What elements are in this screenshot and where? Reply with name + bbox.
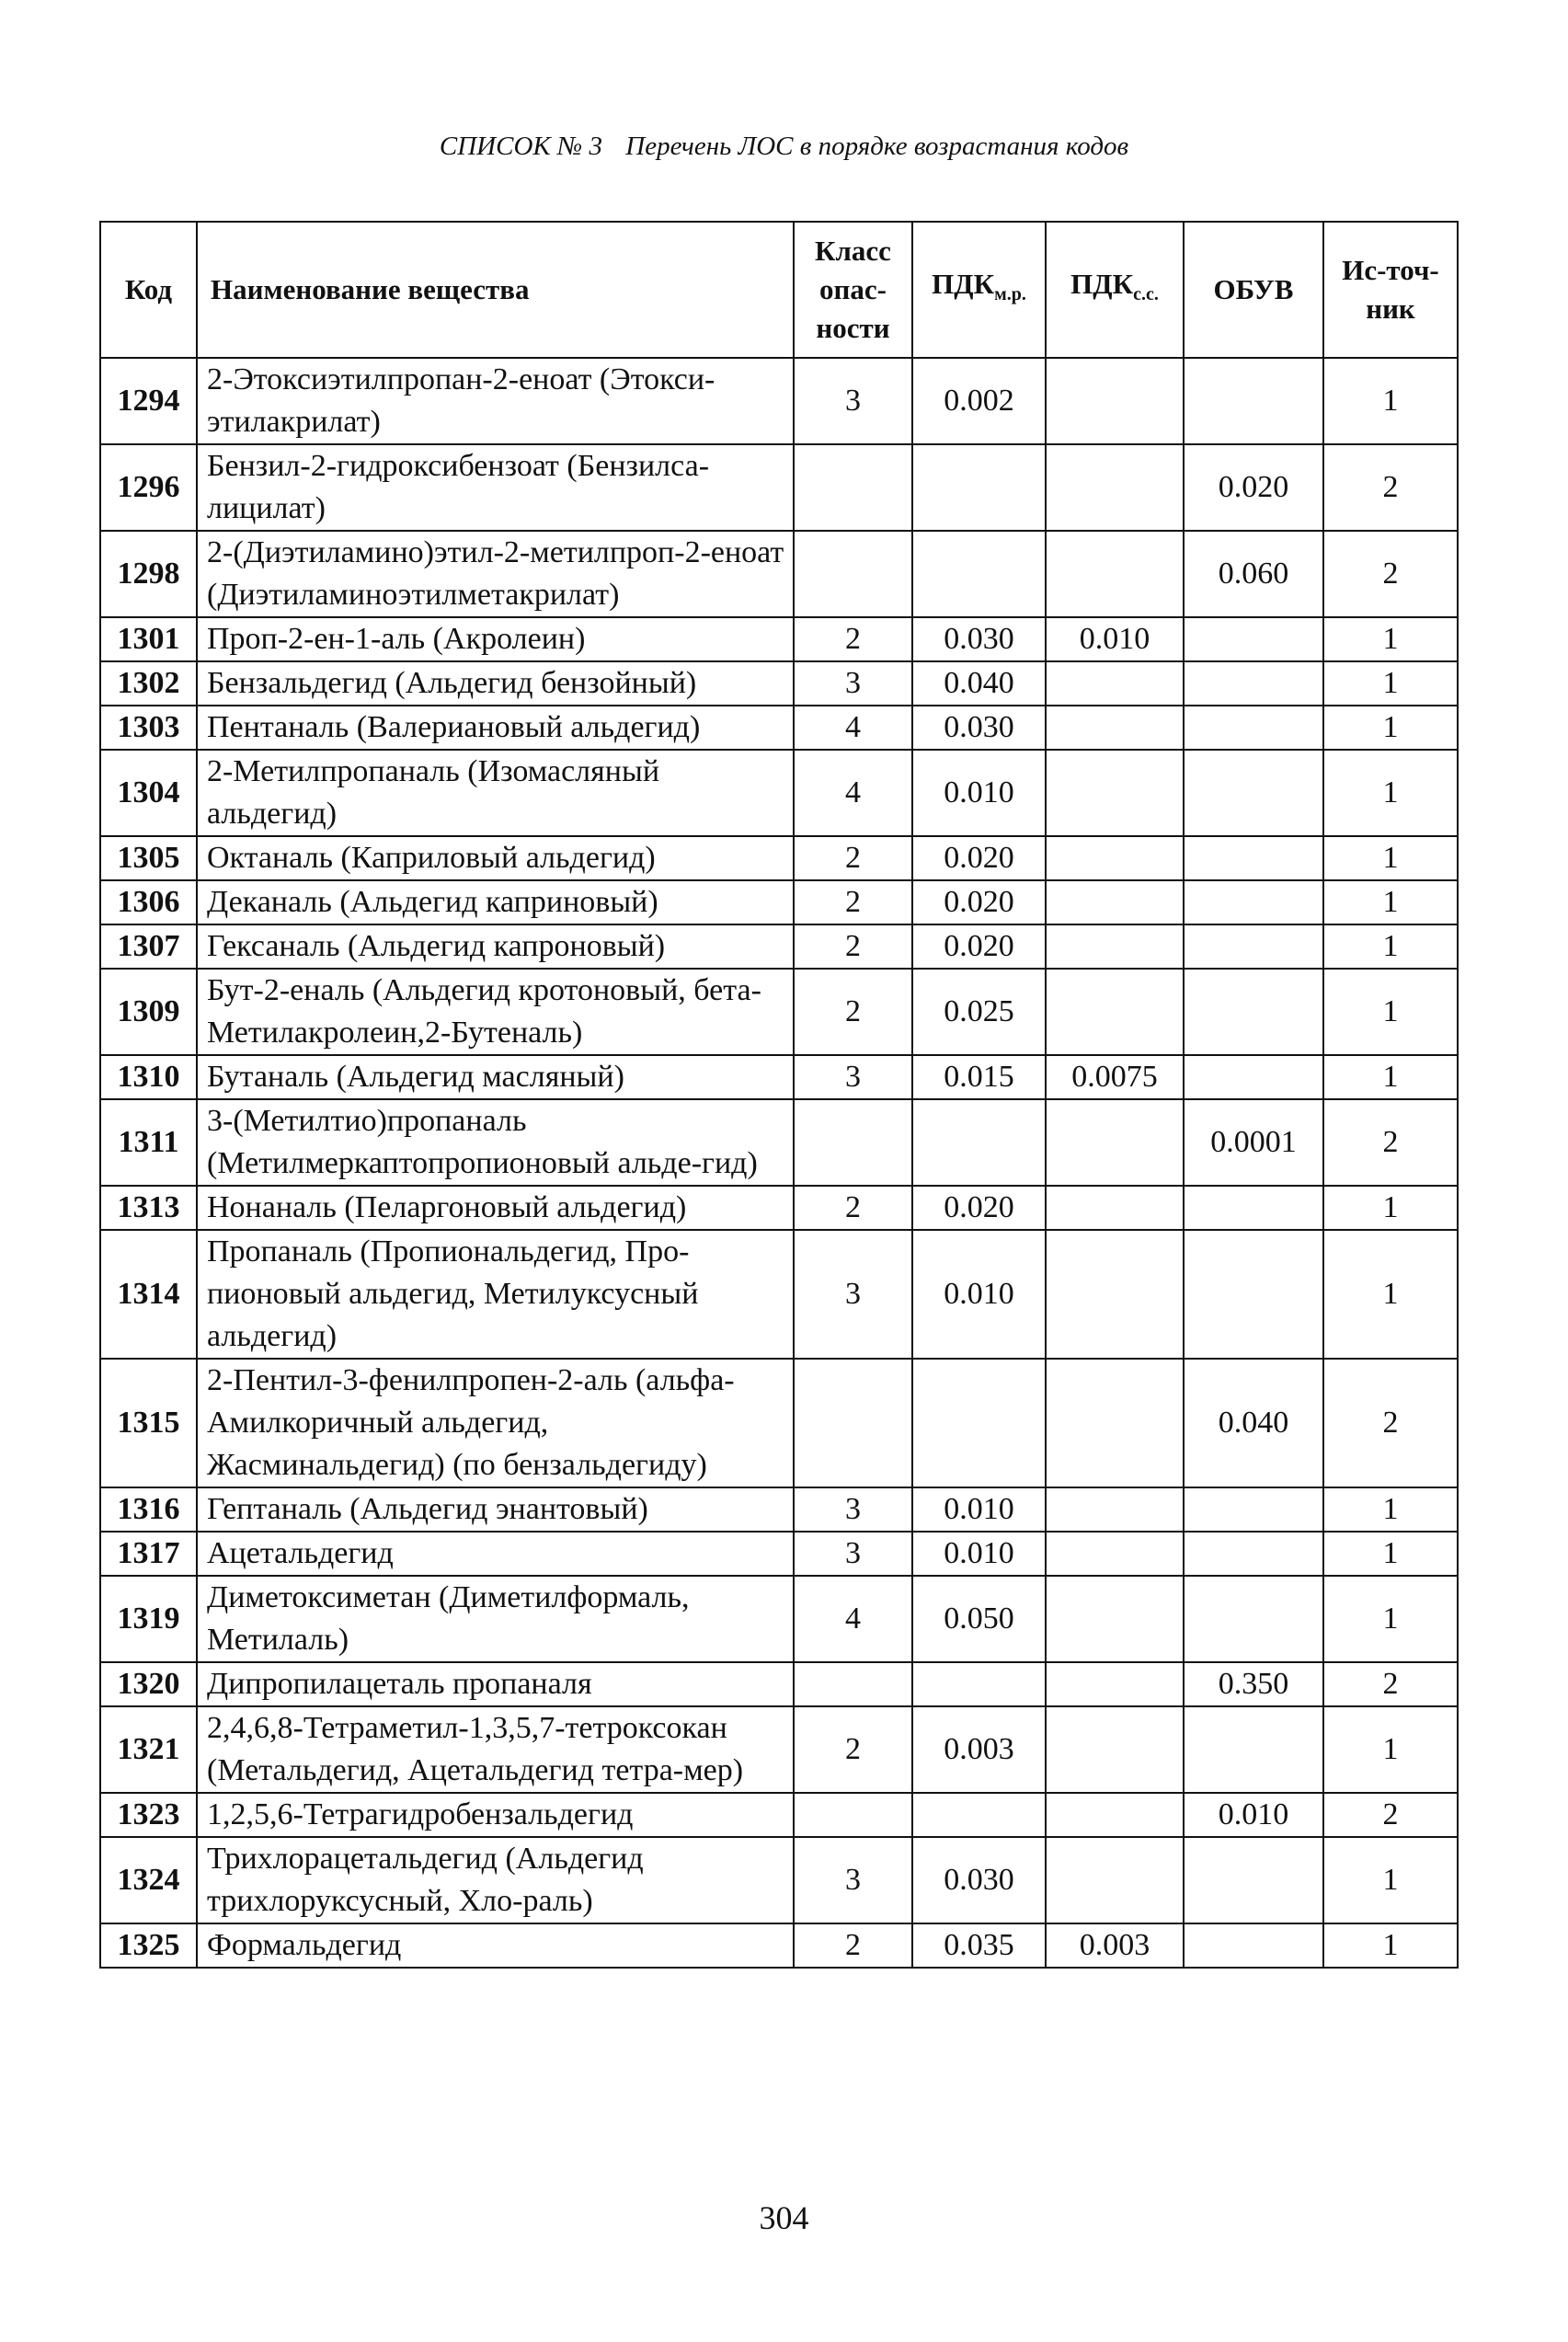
cell-obuv: 0.020 [1184, 444, 1323, 531]
cell-obuv [1184, 617, 1323, 661]
table-row [100, 1186, 1458, 1230]
cell-substance-name: 1,2,5,6-Тетрагидробензальдегид [197, 1793, 794, 1837]
cell-code: 1319 [100, 1576, 197, 1662]
cell-pdk-mr: 0.015 [912, 1055, 1046, 1099]
cell-obuv [1184, 1837, 1323, 1923]
cell-substance-name: 2,4,6,8-Тетраметил-1,3,5,7-тетроксокан (Метальдегид, Ацетальдегид тетра-мер) [197, 1706, 794, 1793]
cell-code: 1324 [100, 1837, 197, 1923]
cell-pdk-mr [912, 531, 1046, 617]
cell-hazard-class: 3 [794, 1837, 912, 1923]
cell-hazard-class: 2 [794, 617, 912, 661]
cell-source: 1 [1323, 1487, 1458, 1532]
cell-obuv [1184, 924, 1323, 969]
cell-pdk-ss [1046, 1359, 1184, 1487]
cell-hazard-class [794, 1359, 912, 1487]
cell-source: 1 [1323, 358, 1458, 444]
cell-code: 1307 [100, 924, 197, 969]
cell-source: 1 [1323, 1532, 1458, 1576]
cell-hazard-class: 2 [794, 880, 912, 924]
table-row [100, 661, 1458, 706]
cell-pdk-ss [1046, 1186, 1184, 1230]
table-row [100, 1099, 1458, 1186]
cell-pdk-ss [1046, 444, 1184, 531]
cell-pdk-ss [1046, 358, 1184, 444]
cell-substance-name: Проп-2-ен-1-аль (Акролеин) [197, 617, 794, 661]
table-row [100, 836, 1458, 880]
cell-pdk-ss [1046, 1793, 1184, 1837]
cell-code: 1309 [100, 969, 197, 1055]
table-row [100, 1359, 1458, 1487]
cell-pdk-ss [1046, 880, 1184, 924]
table-row [100, 1793, 1458, 1837]
cell-code: 1313 [100, 1186, 197, 1230]
table-row [100, 1923, 1458, 1968]
cell-substance-name: Деканаль (Альдегид каприновый) [197, 880, 794, 924]
cell-substance-name: Пропаналь (Пропиональдегид, Про-пионовый альдегид, Метилуксусный альдегид) [197, 1230, 794, 1359]
cell-pdk-mr [912, 444, 1046, 531]
col-pdk-ss-header [1046, 222, 1184, 358]
cell-source: 1 [1323, 1837, 1458, 1923]
cell-obuv [1184, 880, 1323, 924]
cell-substance-name: 2-(Диэтиламино)этил-2-метилпроп-2-еноат (Диэтиламиноэтилметакрилат) [197, 531, 794, 617]
cell-obuv [1184, 750, 1323, 836]
cell-code: 1305 [100, 836, 197, 880]
cell-code: 1314 [100, 1230, 197, 1359]
cell-pdk-mr: 0.020 [912, 836, 1046, 880]
table-row [100, 358, 1458, 444]
cell-obuv [1184, 969, 1323, 1055]
cell-hazard-class: 2 [794, 836, 912, 880]
cell-pdk-ss [1046, 706, 1184, 750]
cell-substance-name: Октаналь (Каприловый альдегид) [197, 836, 794, 880]
cell-obuv [1184, 1186, 1323, 1230]
col-code-header: Код [100, 222, 197, 358]
table-row [100, 706, 1458, 750]
cell-source: 1 [1323, 750, 1458, 836]
table-row [100, 444, 1458, 531]
cell-pdk-mr: 0.050 [912, 1576, 1046, 1662]
cell-source: 1 [1323, 836, 1458, 880]
page-header [0, 132, 1568, 162]
cell-hazard-class [794, 1793, 912, 1837]
cell-obuv [1184, 1532, 1323, 1576]
cell-pdk-mr: 0.030 [912, 1837, 1046, 1923]
cell-substance-name: 2-Этоксиэтилпропан-2-еноат (Этокси-этилакрилат) [197, 358, 794, 444]
voc-table [99, 221, 1459, 1969]
cell-substance-name: Гептаналь (Альдегид энантовый) [197, 1487, 794, 1532]
cell-obuv [1184, 1576, 1323, 1662]
cell-pdk-mr: 0.002 [912, 358, 1046, 444]
cell-code: 1296 [100, 444, 197, 531]
cell-hazard-class: 3 [794, 1532, 912, 1576]
cell-hazard-class: 3 [794, 1055, 912, 1099]
cell-substance-name: Пентаналь (Валериановый альдегид) [197, 706, 794, 750]
cell-substance-name: Гексаналь (Альдегид капроновый) [197, 924, 794, 969]
cell-hazard-class: 4 [794, 706, 912, 750]
cell-obuv: 0.350 [1184, 1662, 1323, 1706]
cell-source: 1 [1323, 1055, 1458, 1099]
table-row [100, 1662, 1458, 1706]
cell-obuv [1184, 706, 1323, 750]
cell-pdk-ss [1046, 1837, 1184, 1923]
cell-code: 1320 [100, 1662, 197, 1706]
cell-substance-name: 3-(Метилтио)пропаналь (Метилмеркаптопропионовый альде-гид) [197, 1099, 794, 1186]
cell-pdk-ss [1046, 969, 1184, 1055]
cell-pdk-mr: 0.040 [912, 661, 1046, 706]
pdk-ss-subscript: с.с. [1133, 284, 1159, 305]
cell-obuv [1184, 1055, 1323, 1099]
cell-source: 1 [1323, 706, 1458, 750]
cell-code: 1323 [100, 1793, 197, 1837]
cell-hazard-class: 2 [794, 1923, 912, 1968]
cell-code: 1306 [100, 880, 197, 924]
cell-hazard-class [794, 1099, 912, 1186]
cell-pdk-ss [1046, 1532, 1184, 1576]
cell-hazard-class: 4 [794, 1576, 912, 1662]
cell-code: 1301 [100, 617, 197, 661]
cell-source: 1 [1323, 969, 1458, 1055]
table-body [100, 358, 1458, 1968]
cell-code: 1317 [100, 1532, 197, 1576]
cell-substance-name: Ацетальдегид [197, 1532, 794, 1576]
cell-pdk-ss [1046, 750, 1184, 836]
cell-obuv: 0.060 [1184, 531, 1323, 617]
table-row [100, 1532, 1458, 1576]
cell-obuv [1184, 836, 1323, 880]
cell-obuv [1184, 1923, 1323, 1968]
cell-source: 1 [1323, 1186, 1458, 1230]
cell-pdk-mr [912, 1793, 1046, 1837]
col-source-header: Ис-точ-ник [1323, 222, 1458, 358]
pdk-mr-subscript: м.р. [994, 284, 1026, 305]
cell-pdk-mr: 0.030 [912, 617, 1046, 661]
cell-substance-name: Бензил-2-гидроксибензоат (Бензилса-лицилат) [197, 444, 794, 531]
cell-code: 1294 [100, 358, 197, 444]
cell-code: 1315 [100, 1359, 197, 1487]
cell-obuv [1184, 1230, 1323, 1359]
cell-pdk-mr: 0.020 [912, 924, 1046, 969]
col-name-header: Наименование вещества [197, 222, 794, 358]
cell-pdk-ss [1046, 836, 1184, 880]
cell-pdk-ss [1046, 531, 1184, 617]
cell-pdk-ss [1046, 1576, 1184, 1662]
cell-source: 1 [1323, 924, 1458, 969]
cell-substance-name: Формальдегид [197, 1923, 794, 1968]
cell-source: 1 [1323, 1230, 1458, 1359]
table-row [100, 617, 1458, 661]
col-pdk-mr-header [912, 222, 1046, 358]
cell-substance-name: Нонаналь (Пеларгоновый альдегид) [197, 1186, 794, 1230]
cell-pdk-ss: 0.0075 [1046, 1055, 1184, 1099]
cell-hazard-class: 3 [794, 661, 912, 706]
table-row [100, 1487, 1458, 1532]
cell-code: 1310 [100, 1055, 197, 1099]
cell-substance-name: Дипропилацеталь пропаналя [197, 1662, 794, 1706]
cell-hazard-class: 4 [794, 750, 912, 836]
cell-obuv: 0.040 [1184, 1359, 1323, 1487]
page-number: 304 [759, 2199, 809, 2236]
cell-hazard-class: 3 [794, 1230, 912, 1359]
cell-code: 1304 [100, 750, 197, 836]
cell-pdk-ss [1046, 1706, 1184, 1793]
cell-source: 2 [1323, 1662, 1458, 1706]
table-row [100, 1837, 1458, 1923]
cell-source: 1 [1323, 617, 1458, 661]
table-row [100, 1706, 1458, 1793]
cell-pdk-mr [912, 1099, 1046, 1186]
cell-substance-name: 2-Пентил-3-фенилпропен-2-аль (альфа-Амилкоричный альдегид, Жасминальдегид) (по бензальдегиду) [197, 1359, 794, 1487]
table-row [100, 880, 1458, 924]
col-obuv-header: ОБУВ [1184, 222, 1323, 358]
cell-code: 1302 [100, 661, 197, 706]
cell-pdk-mr [912, 1359, 1046, 1487]
cell-substance-name: Трихлорацетальдегид (Альдегид трихлоруксусный, Хло-раль) [197, 1837, 794, 1923]
cell-pdk-mr: 0.020 [912, 1186, 1046, 1230]
table-row [100, 750, 1458, 836]
cell-pdk-ss: 0.010 [1046, 617, 1184, 661]
pdk-ss-label: ПДК [1070, 268, 1134, 301]
table-row [100, 1055, 1458, 1099]
cell-hazard-class: 2 [794, 1186, 912, 1230]
cell-source: 2 [1323, 531, 1458, 617]
list-title: СПИСОК № 3 [439, 132, 602, 161]
cell-obuv [1184, 358, 1323, 444]
cell-pdk-mr: 0.020 [912, 880, 1046, 924]
table-row [100, 969, 1458, 1055]
cell-substance-name: Диметоксиметан (Диметилформаль, Метилаль) [197, 1576, 794, 1662]
cell-pdk-ss [1046, 924, 1184, 969]
cell-source: 2 [1323, 1099, 1458, 1186]
cell-pdk-ss: 0.003 [1046, 1923, 1184, 1968]
list-subtitle: Перечень ЛОС в порядке возрастания кодов [625, 132, 1129, 161]
cell-pdk-ss [1046, 1230, 1184, 1359]
cell-hazard-class [794, 444, 912, 531]
cell-hazard-class: 3 [794, 1487, 912, 1532]
cell-code: 1316 [100, 1487, 197, 1532]
cell-pdk-mr: 0.010 [912, 1487, 1046, 1532]
cell-pdk-mr: 0.010 [912, 1532, 1046, 1576]
cell-source: 1 [1323, 1923, 1458, 1968]
cell-source: 1 [1323, 1706, 1458, 1793]
table-header-row [100, 222, 1458, 358]
cell-hazard-class [794, 1662, 912, 1706]
cell-substance-name: Бутаналь (Альдегид масляный) [197, 1055, 794, 1099]
cell-hazard-class: 3 [794, 358, 912, 444]
cell-obuv: 0.0001 [1184, 1099, 1323, 1186]
cell-obuv [1184, 1706, 1323, 1793]
cell-substance-name: 2-Метилпропаналь (Изомасляный альдегид) [197, 750, 794, 836]
table-row [100, 924, 1458, 969]
cell-pdk-ss [1046, 1662, 1184, 1706]
cell-code: 1303 [100, 706, 197, 750]
cell-source: 1 [1323, 1576, 1458, 1662]
cell-source: 2 [1323, 1359, 1458, 1487]
cell-code: 1298 [100, 531, 197, 617]
table-row [100, 1230, 1458, 1359]
cell-pdk-mr [912, 1662, 1046, 1706]
table-row [100, 531, 1458, 617]
cell-hazard-class: 2 [794, 969, 912, 1055]
cell-obuv [1184, 1487, 1323, 1532]
cell-pdk-ss [1046, 1099, 1184, 1186]
cell-source: 2 [1323, 444, 1458, 531]
cell-source: 1 [1323, 661, 1458, 706]
cell-pdk-mr: 0.003 [912, 1706, 1046, 1793]
cell-obuv: 0.010 [1184, 1793, 1323, 1837]
cell-pdk-mr: 0.010 [912, 1230, 1046, 1359]
cell-pdk-mr: 0.010 [912, 750, 1046, 836]
pdk-mr-label: ПДК [932, 268, 995, 301]
cell-pdk-mr: 0.030 [912, 706, 1046, 750]
col-hazard-class-header: Класс опас-ности [794, 222, 912, 358]
cell-code: 1325 [100, 1923, 197, 1968]
cell-hazard-class: 2 [794, 924, 912, 969]
cell-substance-name: Бут-2-еналь (Альдегид кротоновый, бета-Метилакролеин,2-Бутеналь) [197, 969, 794, 1055]
cell-source: 1 [1323, 880, 1458, 924]
cell-pdk-ss [1046, 1487, 1184, 1532]
cell-code: 1321 [100, 1706, 197, 1793]
cell-hazard-class [794, 531, 912, 617]
cell-substance-name: Бензальдегид (Альдегид бензойный) [197, 661, 794, 706]
cell-pdk-mr: 0.025 [912, 969, 1046, 1055]
table-row [100, 1576, 1458, 1662]
cell-pdk-mr: 0.035 [912, 1923, 1046, 1968]
cell-code: 1311 [100, 1099, 197, 1186]
cell-hazard-class: 2 [794, 1706, 912, 1793]
cell-source: 2 [1323, 1793, 1458, 1837]
cell-obuv [1184, 661, 1323, 706]
cell-pdk-ss [1046, 661, 1184, 706]
